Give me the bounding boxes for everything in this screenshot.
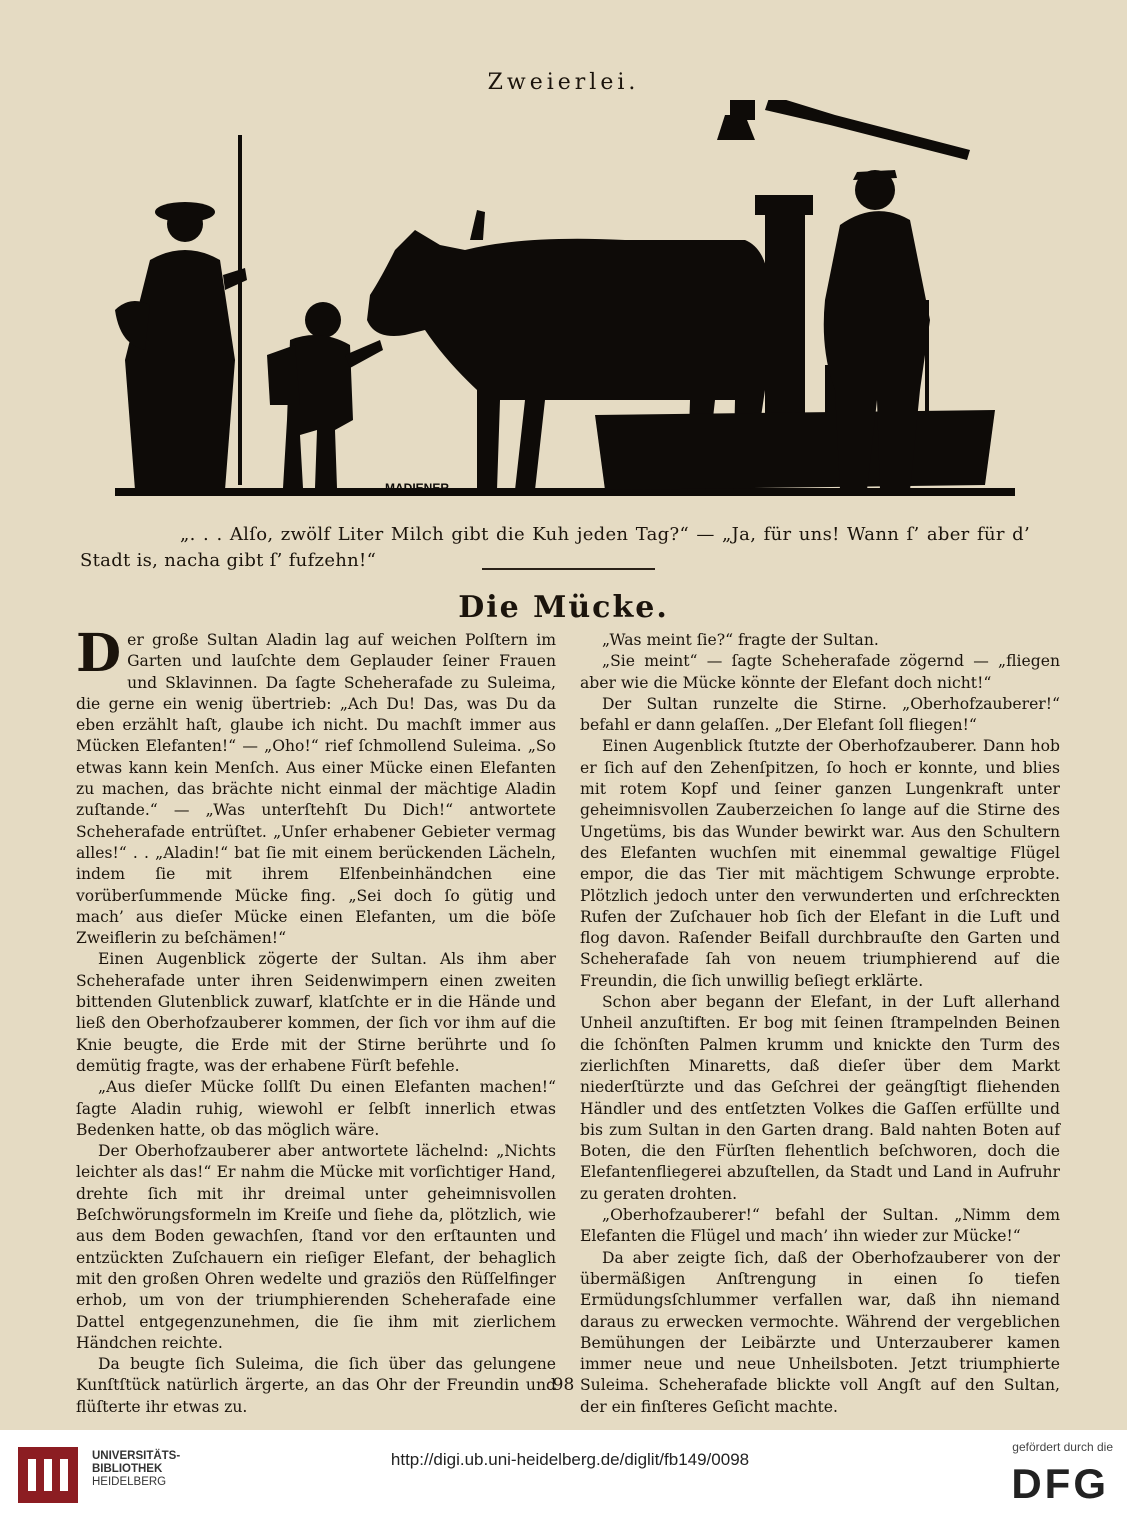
viewer-footer bbox=[0, 1430, 1127, 1513]
paragraph: Der Sultan runzelte die Stirne. „Oberhofzauberer!“ befahl er dann gelaſſen. „Der Elefant ſoll fliegen!“ bbox=[580, 694, 1060, 735]
paragraph: „Sie meint“ — ſagte Scheherafade zögernd — „fliegen aber wie die Mücke könnte der Elefant doch nicht!“ bbox=[580, 652, 1060, 692]
page-number: 98 bbox=[552, 1375, 575, 1395]
caption-text: „. . . Alſo, zwölf Liter Milch gibt die Kuh jeden Tag?“ — „Ja, für uns! Wann ſ’ aber für d’ Stadt is, nacha gibt ſ’ fufzehn!“ bbox=[80, 524, 1030, 571]
drop-cap: D bbox=[76, 623, 122, 684]
illustration-caption bbox=[80, 522, 1030, 574]
paragraph: „Oberhofzauberer!“ befahl der Sultan. „Nimm dem Elefanten die Flügel und mach’ ihn wieder zur Mücke!“ bbox=[580, 1206, 1060, 1246]
left-column bbox=[76, 623, 556, 1418]
paragraph: Einen Augenblick zögerte der Sultan. Als ihm aber Scheherafade unter ihren Seidenwimpern einen zweiten bittenden Glutenblick zuwarf, klatſchte er in die Hände und ließ den Oberhofzauberer kommen, der ſich vor ihm auf die Knie beugte, die Erde mit der Stirne berührte und ſo demütig fragte, was der erhabene Fürſt befehle. bbox=[76, 950, 556, 1075]
silhouette-illustration bbox=[105, 100, 1025, 505]
dfg-logo: DFG bbox=[1011, 1460, 1109, 1507]
right-column bbox=[580, 630, 1060, 1418]
article-title: Die Mücke. bbox=[458, 590, 669, 625]
university-library-logo-icon bbox=[18, 1447, 78, 1503]
paragraph: „Aus dieſer Mücke ſollſt Du einen Elefanten machen!“ ſagte Aladin ruhig, wiewohl er ſelbſt innerlich etwas Bedenken hatte, ob das möglich wäre. bbox=[76, 1078, 556, 1139]
paragraph: Da aber zeigte ſich, daß der Oberhofzauberer von der übermäßigen Anſtrengung in einen ſo tiefen Ermüdungsſchlummer verfallen war, daß ihn niemand daraus zu erwecken vermochte. Während der vergeblichen Bemühungen der Leibärzte und Unterzauberer kamen immer neue und neue Unheilsboten. Jetzt triumphierte Suleima. Scheherafade blickte voll Angſt auf den Sultan, der ein finſteres Geſicht machte. bbox=[580, 1248, 1060, 1416]
sponsor-caption: gefördert durch die bbox=[1012, 1440, 1113, 1454]
paragraph: Schon aber begann der Elefant, in der Luft allerhand Unheil anzuſtiften. Er bog mit ſeinen ſtrampelnden Beinen die ſchönſten Palmen krumm und knickte den Turm des zierlichſten Minaretts, daß dieſer über dem Markt niederſtürzte und das Geſchrei der geängſtigt fliehenden Händler und des entſetzten Volkes die Gaſſen erfüllte und bis zum Sultan in den Garten drang. Bald nahten Boten auf Boten, die den Fürſten flehentlich beſchworen, doch die Elefantenfliegerei abzuſtellen, da Stadt und Land in Aufruhr zu geraten drohten. bbox=[580, 993, 1060, 1203]
running-header: Zweierlei. bbox=[487, 70, 640, 95]
separator-rule bbox=[482, 568, 655, 570]
paragraph: Der Oberhofzauberer aber antwortete lächelnd: „Nichts leichter als das!“ Er nahm die Mücke mit vorſichtiger Hand, drehte ſich mit ihr dreimal unter geheimnisvollen Beſchwörungsformeln im Kreiſe und ſiehe da, plötzlich, wie aus dem Boden gewachſen, ſtand vor den erſtaunten und entzückten Zuſchauern ein rieſiger Elefant, der behaglich mit den großen Ohren wedelte und graziös den Rüſſelfinger erhob, um von der triumphierenden Scheherafade eine Dattel entgegenzunehmen, die ſie ihm mit zierlichem Händchen reichte. bbox=[76, 1142, 556, 1352]
paragraph: Einen Augenblick ſtutzte der Oberhofzauberer. Dann hob er ſich auf den Zehenſpitzen, ſo hoch er konnte, und blies mit rotem Kopf und ſeiner ganzen Lungenkraft unter geheimnisvollen Zauberzeichen ſo lange auf die Stirne des Ungetüms, bis das Wunder bewirkt war. Aus den Schultern des Elefanten wuchſen mit einemmal gewaltige Flügel empor, die das Tier mit mächtigem Schwunge erprobte. Plötzlich jedoch unter den verwunderten und erſchreckten Rufen der Zuſchauer hob ſich der Elefant in die Luft und flog davon. Raſender Beifall durchbrauſte den Garten und Scheherafade ſah von neuem triumphierend auf die Freundin, die ſich unwillig beſiegt erklärte. bbox=[580, 737, 1060, 990]
permalink-url[interactable]: http://digi.ub.uni-heidelberg.de/diglit/fb149/0098 bbox=[390, 1450, 750, 1469]
illustrator-signature: MADIENER bbox=[385, 481, 450, 495]
paragraph: Der große Sultan Aladin lag auf weichen Polſtern im Garten und lauſchte dem Geplauder ſeiner Frauen und Sklavinnen. Da ſagte Scheherafade zu Suleima, die gerne ein wenig übertrieb: „Ach Du! Das, was Du da eben erzählt haſt, glaube ich nicht. Du machſt immer aus Mücken Elefanten!“ — „Oho!“ rief ſchmollend Suleima. „So etwas kann kein Menſch. Aus einer Mücke einen Elefanten zu machen, das brächte nicht einmal der mächtige Aladin zuſtande.“ — „Was unterſtehſt Du Dich!“ antwortete Scheherafade entrüſtet. „Unſer erhabener Gebieter vermag alles!“ . . „Aladin!“ bat ſie mit einem berückenden Lächeln, indem ſie mit ihrem Elfenbeinhändchen eine vorüberſummende Mücke fing. „Sei doch ſo gütig und mach’ aus dieſer Mücke einen Elefanten, um die böſe Zweiflerin zu beſchämen!“ bbox=[76, 623, 556, 948]
paragraph: Da beugte ſich Suleima, die ſich über das gelungene Kunſtſtück natürlich ärgerte, an das Ohr der Freundin und flüſterte ihr etwas zu. bbox=[76, 1355, 556, 1416]
library-name: UNIVERSITÄTS- BIBLIOTHEK HEIDELBERG bbox=[92, 1450, 181, 1488]
paragraph: „Was meint ſie?“ fragte der Sultan. bbox=[602, 631, 879, 649]
